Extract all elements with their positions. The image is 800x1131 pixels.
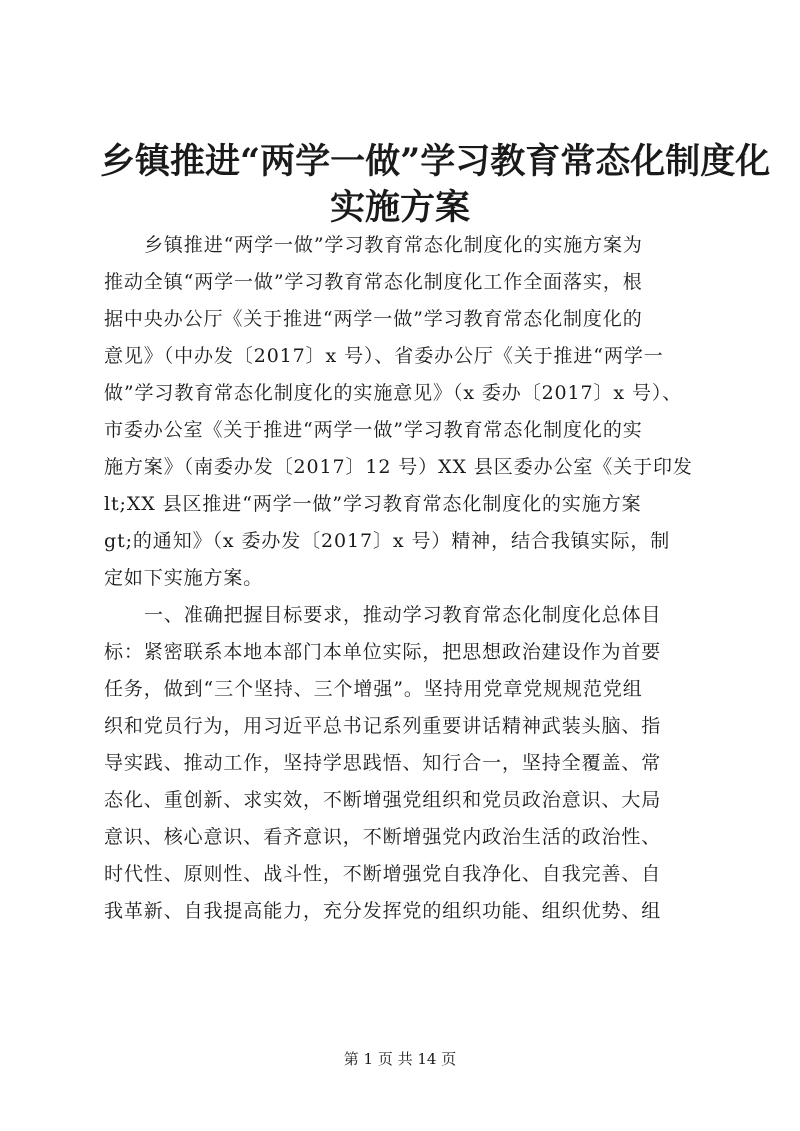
body-line: 施方案》（南委办发〔2017〕12 号）XX 县区委办公室《关于印发 (104, 456, 693, 478)
page-number-footer: 第 1 页 共 14 页 (343, 1050, 457, 1068)
document-title-line-1: 乡镇推进“两学一做”学习教育常态化制度化 (100, 141, 771, 182)
body-line: lt;XX 县区推进“两学一做”学习教育常态化制度化的实施方案 (104, 493, 642, 515)
body-line: 织和党员行为，用习近平总书记系列重要讲话精神武装头脑、指 (104, 715, 662, 737)
body-line: 定如下实施方案。 (104, 567, 264, 589)
body-line: 任务，做到“三个坚持、三个增强”。坚持用党章党规规范党组 (104, 678, 643, 700)
body-line: 乡镇推进“两学一做”学习教育常态化制度化的实施方案为 (144, 234, 643, 256)
body-line: 意见》（中办发〔2017〕x 号）、省委办公厅《关于推进“两学一 (104, 345, 664, 367)
body-line: 做”学习教育常态化制度化的实施意见》（x 委办〔2017〕x 号）、 (104, 382, 683, 404)
body-line: 标：紧密联系本地本部门本单位实际，把思想政治建设作为首要 (104, 641, 662, 663)
body-line: 我革新、自我提高能力，充分发挥党的组织功能、组织优势、组 (104, 900, 662, 922)
body-line: 态化、重创新、求实效，不断增强党组织和党员政治意识、大局 (104, 789, 662, 811)
body-line: 时代性、原则性、战斗性，不断增强党自我净化、自我完善、自 (104, 863, 662, 885)
body-line: 市委办公室《关于推进“两学一做”学习教育常态化制度化的实 (104, 419, 643, 441)
body-line: gt;的通知》（x 委办发〔2017〕x 号）精神，结合我镇实际，制 (104, 530, 671, 552)
body-line: 推动全镇“两学一做”学习教育常态化制度化工作全面落实，根 (104, 271, 643, 293)
body-line: 意识、核心意识、看齐意识，不断增强党内政治生活的政治性、 (104, 826, 662, 848)
body-line: 导实践、推动工作，坚持学思践悟、知行合一，坚持全覆盖、常 (104, 752, 662, 774)
body-line: 一、准确把握目标要求，推动学习教育常态化制度化总体目 (144, 604, 662, 626)
body-line: 据中央办公厅《关于推进“两学一做”学习教育常态化制度化的 (104, 308, 643, 330)
document-title-line-2: 实施方案 (329, 187, 470, 228)
